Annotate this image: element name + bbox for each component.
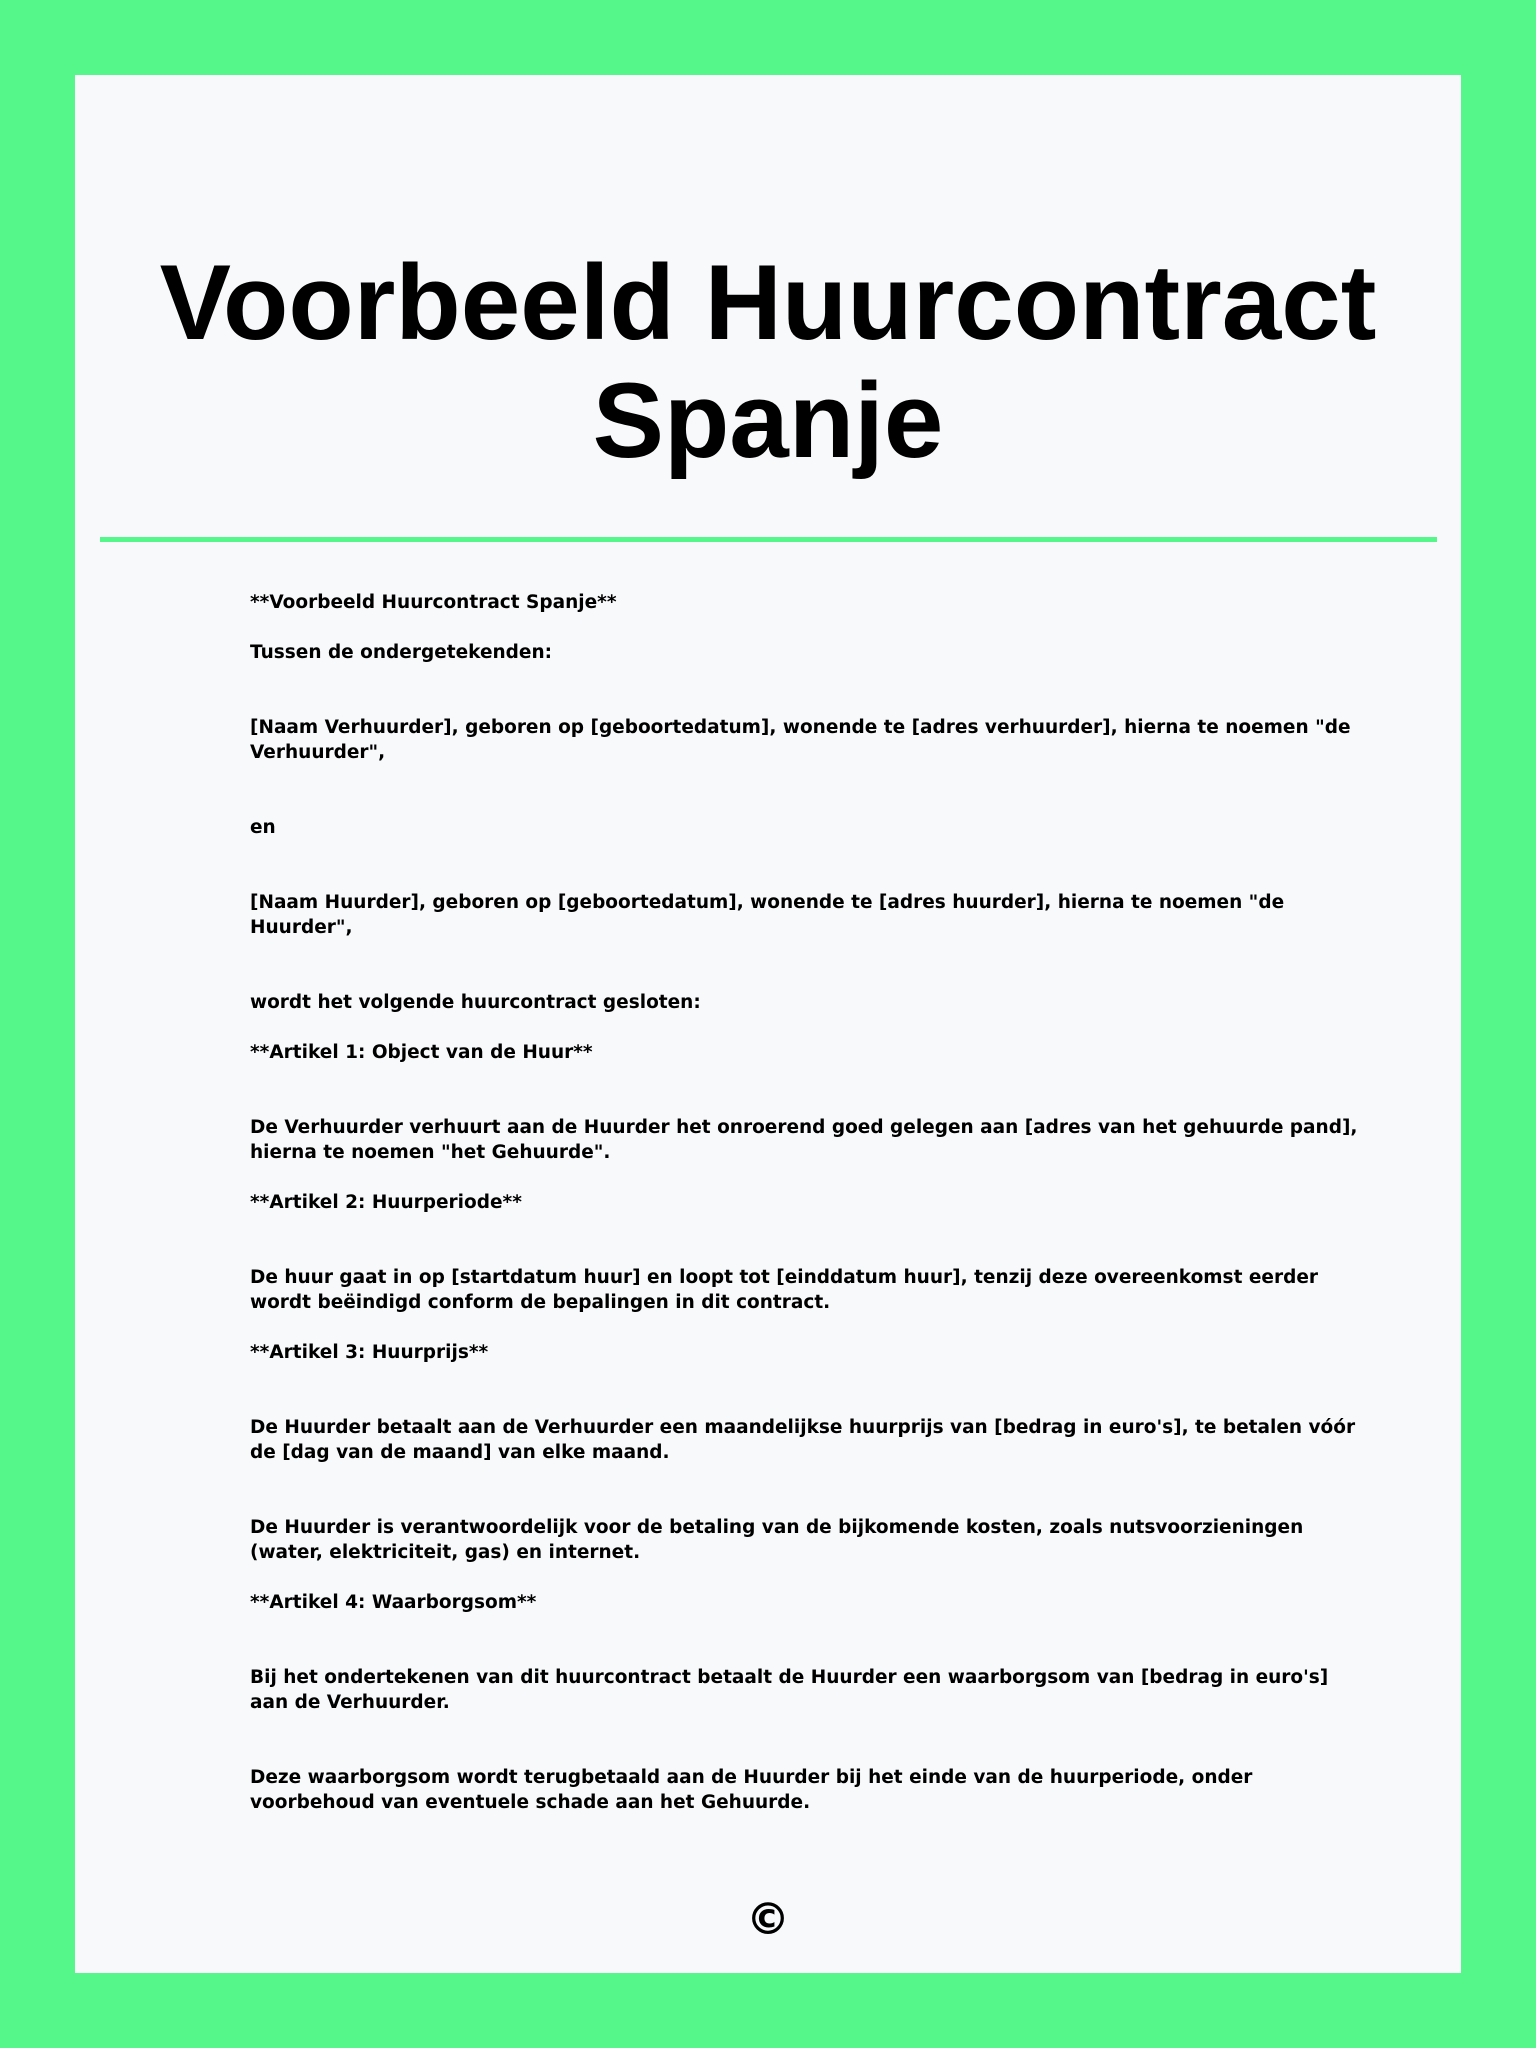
document-page — [75, 75, 1461, 1973]
document-title — [75, 243, 1461, 479]
conjunction: en — [250, 817, 276, 838]
article-4-heading: **Artikel 4: Waarborgsom** — [250, 1592, 537, 1613]
copyright-icon: © — [746, 1894, 790, 1945]
parties-intro: Tussen de ondergetekenden: — [250, 642, 553, 663]
document-heading: **Voorbeeld Huurcontract Spanje** — [250, 592, 617, 613]
article-2-heading: **Artikel 2: Huurperiode** — [250, 1192, 522, 1213]
article-1-text: De Verhuurder verhuurt aan de Huurder het onroerend goed gelegen aan [adres van het gehuurde pand], hierna te noemen "het Gehuurde". — [250, 1117, 1358, 1163]
article-1-heading: **Artikel 1: Object van de Huur** — [250, 1042, 593, 1063]
title-divider — [100, 537, 1437, 542]
article-4-text-1: Bij het ondertekenen van dit huurcontract betaalt de Huurder een waarborgsom van [bedrag in euro's] aan de Verhuurder. — [250, 1667, 1329, 1713]
tenant-clause: [Naam Huurder], geboren op [geboortedatum], wonende te [adres huurder], hierna te noemen "de Huurder", — [250, 892, 1285, 938]
landlord-clause: [Naam Verhuurder], geboren op [geboortedatum], wonende te [adres verhuurder], hierna te noemen "de Verhuurder", — [250, 717, 1351, 763]
title-line-1: Voorbeeld Huurcontract — [159, 242, 1377, 362]
article-4-text-2: Deze waarborgsom wordt terugbetaald aan de Huurder bij het einde van de huurperiode, onder voorbehoud van eventuele schade aan het Gehuurde. — [250, 1767, 1253, 1813]
document-body — [250, 590, 1360, 1815]
title-line-2: Spanje — [592, 360, 944, 480]
article-3-heading: **Artikel 3: Huurprijs** — [250, 1342, 489, 1363]
article-2-text: De huur gaat in op [startdatum huur] en loopt tot [einddatum huur], tenzij deze overeenkomst eerder wordt beëindigd conform de bepalingen in dit contract. — [250, 1267, 1318, 1313]
contract-intro: wordt het volgende huurcontract gesloten: — [250, 992, 701, 1013]
article-3-text-1: De Huurder betaalt aan de Verhuurder een maandelijkse huurprijs van [bedrag in euro's], te betalen vóór de [dag van de maand] van elke maand. — [250, 1417, 1356, 1463]
article-3-text-2: De Huurder is verantwoordelijk voor de betaling van de bijkomende kosten, zoals nutsvoorzieningen (water, elektriciteit, gas) en internet. — [250, 1517, 1304, 1563]
